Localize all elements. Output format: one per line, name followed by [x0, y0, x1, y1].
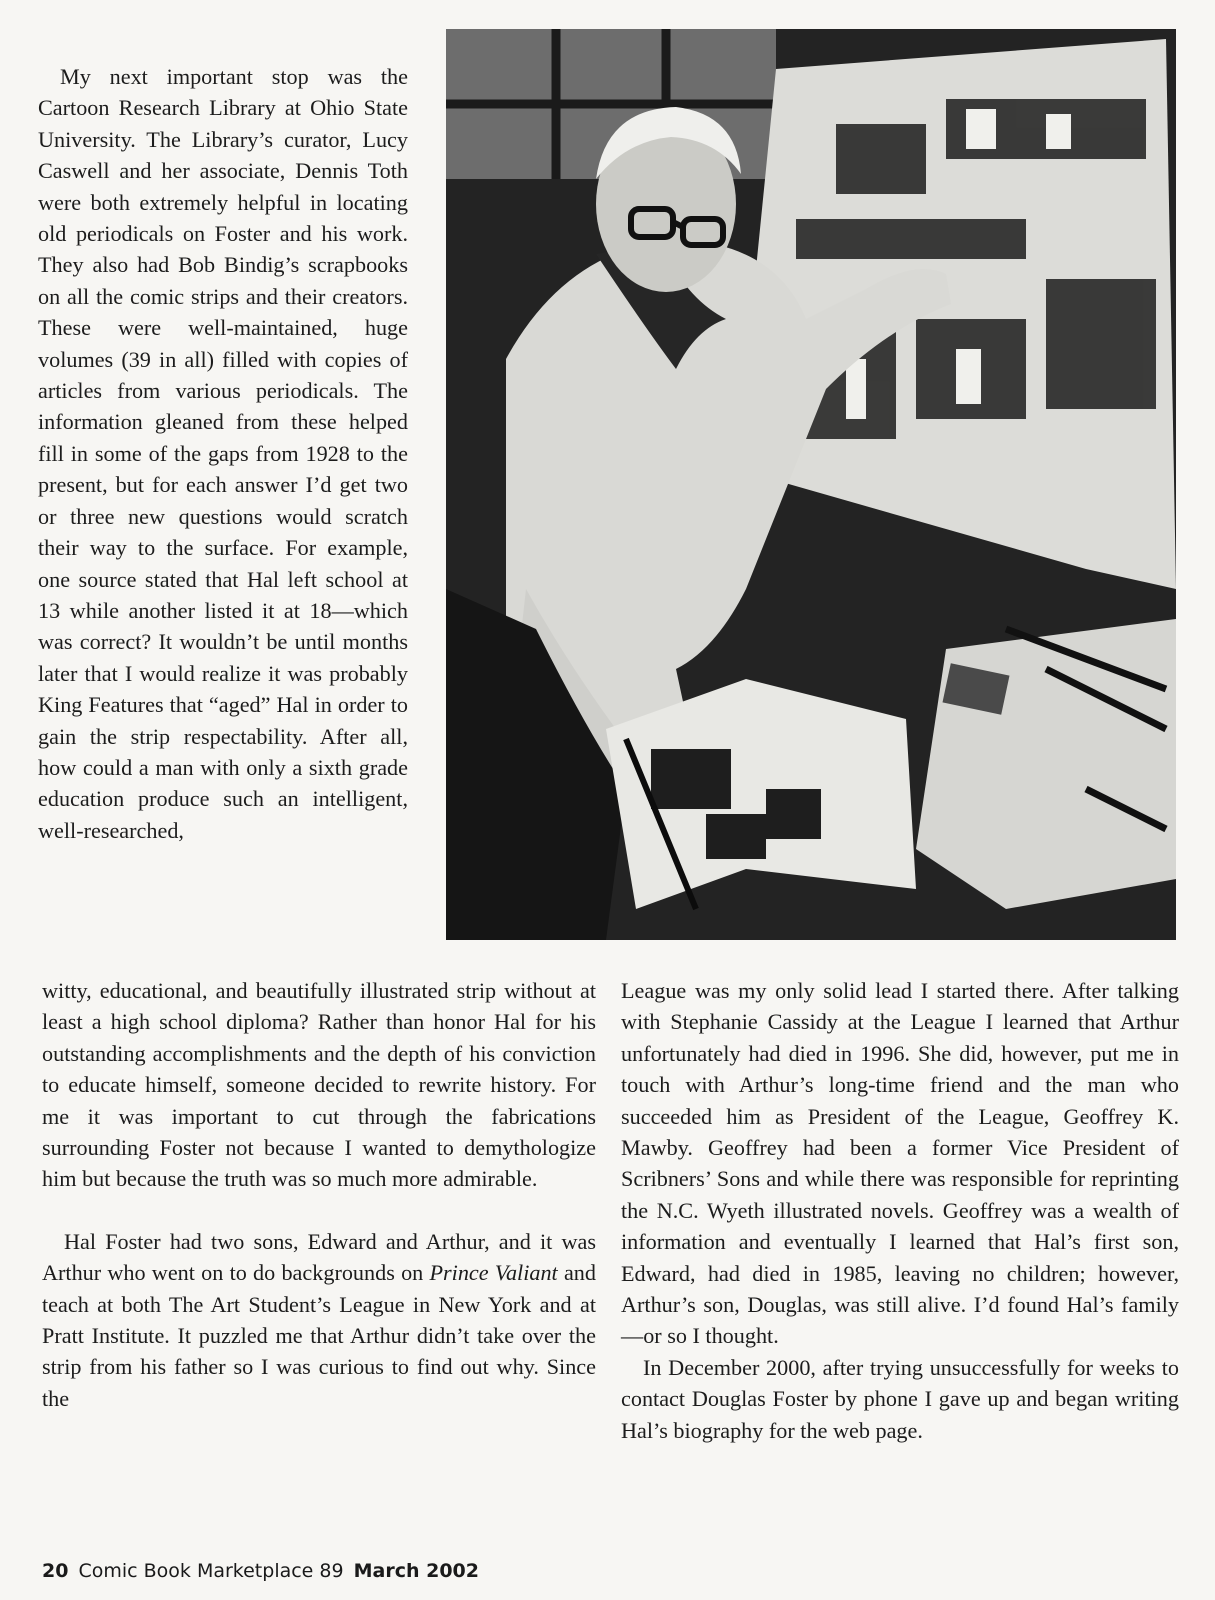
paragraph-continuation: witty, educational, and beautifully illustrated strip without at least a high school diploma? Rather than honor Hal for his outstanding accomplishments and the depth of his conviction to educate himself, someone decided to rewrite history. For me it was important to cut through the fabrications surrounding Foster not because I wanted to demythologize him but because the truth was so much more admirable. [42, 978, 596, 1192]
page-number: 20 [42, 1560, 69, 1582]
paragraph-league-continuation: League was my only solid lead I started there. After talking with Stephanie Cassidy at the League I learned that Arthur unfortunately had died in 1996. She did, however, put me in touch with Arthur’s long-time friend and the man who succeeded him as President of the League, Geoffrey K. Mawby. Geoffrey had been a former Vice President of Scribners’ Sons and while there was responsible for reprinting the N.C. Wyeth illustrated novels. Geoffrey was a wealth of information and eventually I learned that Hal’s first son, Edward, had died in 1985, leaving no children; however, Arthur’s son, Douglas, was still alive. I’d found Hal’s family—or so I thought. [621, 978, 1179, 1349]
article-text-left-column [38, 61, 408, 846]
paragraph-december-2000: In December 2000, after trying unsuccessfully for weeks to contact Douglas Foster by phone I gave up and began writing Hal’s biography for the web page. [621, 1354, 1179, 1443]
issue-date: March 2002 [353, 1560, 479, 1582]
photo-artist-at-drawing-board [446, 29, 1176, 940]
paragraph-cartoon-library: My next important stop was the Cartoon Research Library at Ohio State University. The Library’s curator, Lucy Caswell and her associate, Dennis Toth were both extremely helpful in locating old periodicals on Foster and his work. They also had Bob Bindig’s scrapbooks on all the comic strips and their creators. These were well-maintained, huge volumes (39 in all) filled with copies of articles from various periodicals. The information gleaned from these helped fill in some of the gaps from 1928 to the present, but for each answer I’d get two or three new questions would scratch their way to the surface. For example, one source stated that Hal left school at 13 while another listed it at 18—which was correct? It wouldn’t be until months later that I would realize it was probably King Features that “aged” Hal in order to gain the strip respectability. After all, how could a man with only a sixth grade education produce such an intelligent, well-researched, [38, 64, 408, 843]
article-text-left-bottom [42, 975, 596, 1414]
publication-title: Comic Book Marketplace 89 [78, 1560, 344, 1582]
paragraph-foster-sons [42, 1226, 596, 1414]
page-footer [42, 1560, 479, 1582]
italic-title-prince-valiant: Prince Valiant [429, 1260, 558, 1286]
paragraph-foster-sons-start: Hal Foster had two sons, Edward and Arthur, and it was Arthur who went on to do backgrounds on [42, 1228, 596, 1286]
paragraph-foster-sons-end: and teach at both The Art Student’s League in New York and at Pratt Institute. It puzzled me that Arthur didn’t take over the strip from his father so I was curious to find out why. Since the [42, 1260, 596, 1411]
photo-illustration [446, 29, 1176, 940]
article-text-right-column [621, 975, 1179, 1446]
